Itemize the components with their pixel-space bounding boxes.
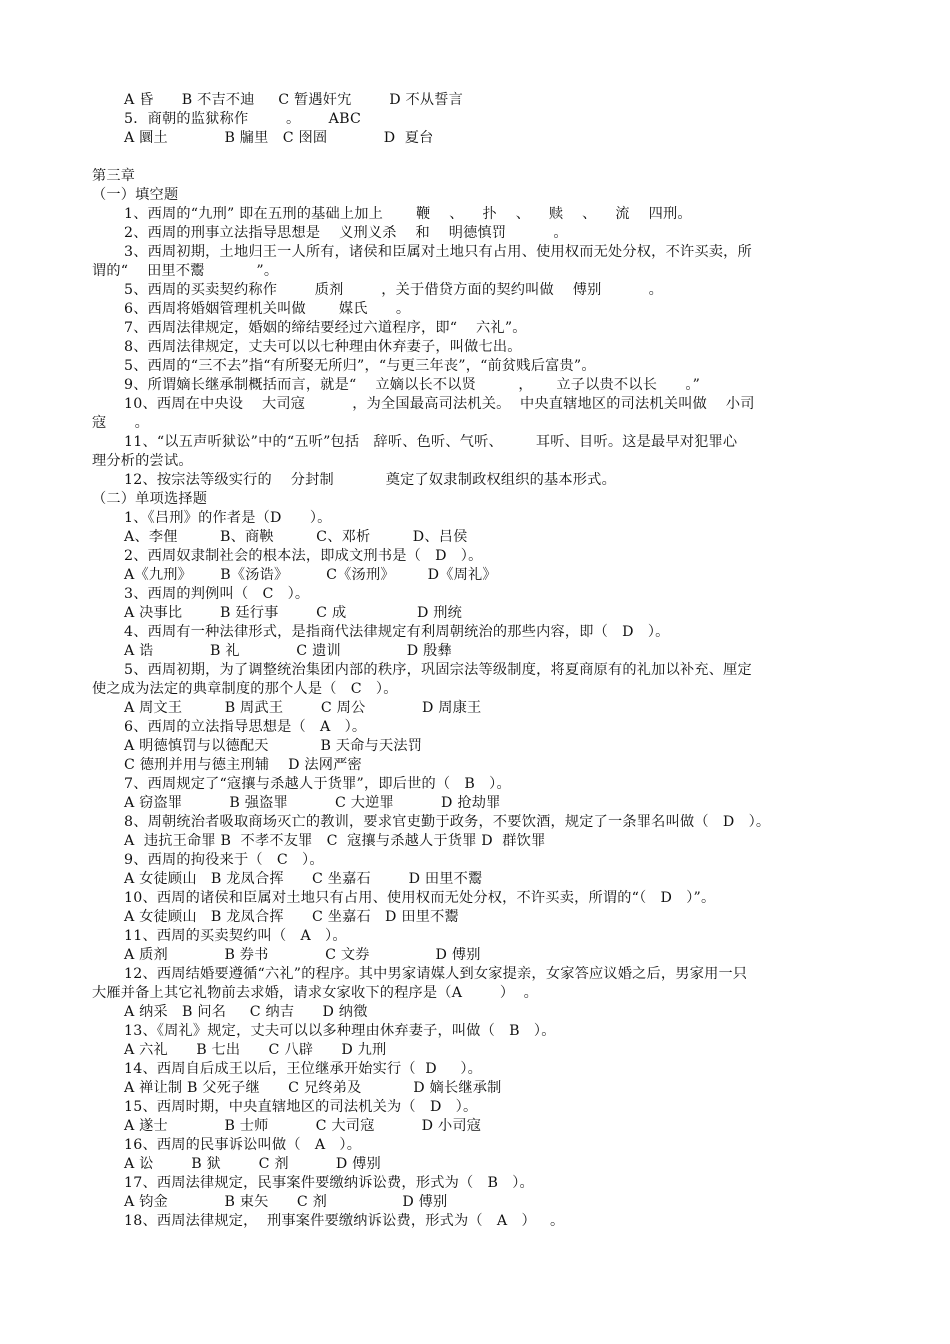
text-line: A 讼 B 狱 C 剂 D 傅别 [124, 1156, 381, 1172]
text-line: 6、西周将婚姻管理机关叫做 媒氏 。 [124, 301, 411, 317]
text-line: 16、西周的民事诉讼叫做（ A ）。 [124, 1137, 362, 1153]
text-line: 15、西周时期，中央直辖地区的司法机关为（ D ）。 [124, 1099, 478, 1115]
text-line: A 禅让制 B 父死子继 C 兄终弟及 D 嫡长继承制 [124, 1080, 502, 1096]
text-line: 7、西周法律规定，婚姻的缔结要经过六道程序，即“ 六礼”。 [124, 320, 527, 336]
text-line: A 周文王 B 周武王 C 周公 D 周康王 [124, 700, 482, 716]
text-line: 1、西周的“九刑” 即在五刑的基础上加上 鞭 、 扑 、 赎 、 流 四刑。 [124, 206, 692, 222]
text-line: 10、西周的诸侯和臣属对土地只有占用、使用权而无处分权，不许买卖，所谓的“（ D ）”。 [124, 890, 716, 906]
text-line: 寇 。 [92, 415, 150, 431]
text-line: A、李俚 B、商鞅 C、邓析 D、吕侯 [124, 529, 468, 545]
text-line: A 违抗王命罪 B 不孝不友罪 C 寇攘与杀越人于货罪 D 群饮罪 [124, 833, 546, 849]
text-line: A 圜土 B 牖里 C 囹圄 D 夏台 [124, 130, 434, 146]
text-line: 9、所谓嫡长继承制概括而言，就是“ 立嫡以长不以贤 ， 立子以贵不以长 。” [124, 377, 701, 393]
text-line: A 女徒顾山 B 龙凤合挥 C 坐嘉石 D 田里不鬻 [124, 909, 459, 925]
text-line: A 遂士 B 士师 C 大司寇 D 小司寇 [124, 1118, 482, 1134]
text-line: 5、西周初期，为了调整统治集团内部的秩序，巩固宗法等级制度，将夏商原有的礼加以补充、厘定 [124, 662, 752, 678]
text-line: A 明德慎罚与以德配天 B 天命与天法罚 [124, 738, 423, 754]
text-line: A 诰 B 礼 C 遗训 D 殷彝 [124, 643, 452, 659]
text-line: 第三章 [92, 168, 136, 184]
text-line: A 六礼 B 七出 C 八辟 D 九刑 [124, 1042, 387, 1058]
text-line: 2、西周奴隶制社会的根本法，即成文刑书是（ D ）。 [124, 548, 483, 564]
text-line: （二）单项选择题 [92, 491, 208, 507]
text-line: 谓的“ 田里不鬻 ”。 [92, 263, 279, 279]
text-line: A 昏 B 不吉不迪 C 暂遇奸宄 D 不从誓言 [124, 92, 464, 108]
text-line: 5、西周的“三不去”指“有所娶无所归”，“与更三年丧”，“前贫贱后富贵”。 [124, 358, 596, 374]
text-line: 理分析的尝试。 [92, 453, 193, 469]
text-line: 11、“以五声听狱讼”中的“五听”包括 辞听、色听、气听、 耳听、目听。这是最早对犯罪心 [124, 434, 738, 450]
text-line: 11、西周的买卖契约叫（ A ）。 [124, 928, 347, 944]
text-line: 17、西周法律规定，民事案件要缴纳诉讼费，形式为（ B ）。 [124, 1175, 534, 1191]
text-line: A 质剂 B 券书 C 文券 D 傅别 [124, 947, 481, 963]
text-line: 5．商朝的监狱称作 。 ABC [124, 111, 362, 127]
text-line: 8、西周法律规定，丈夫可以以七种理由休弃妻子，叫做七出。 [124, 339, 522, 355]
text-line: 5、西周的买卖契约称作 质剂 ，关于借贷方面的契约叫做 傅别 。 [124, 282, 663, 298]
text-line: 使之成为法定的典章制度的那个人是（ C ）。 [92, 681, 398, 697]
text-line: 4、西周有一种法律形式，是指商代法律规定有利周朝统治的那些内容，即（ D ）。 [124, 624, 670, 640]
text-line: A 钧金 B 束矢 C 剂 D 傅别 [124, 1194, 448, 1210]
text-line: 3、西周的判例叫（ C ）。 [124, 586, 310, 602]
text-line: 14、西周自后成王以后，王位继承开始实行（ D ）。 [124, 1061, 483, 1077]
text-line: 18、西周法律规定， 刑事案件要缴纳诉讼费，形式为（ A ） 。 [124, 1213, 565, 1229]
text-line: 8、周朝统治者吸取商场灭亡的教训，要求官吏勤于政务，不要饮酒，规定了一条罪名叫做（ D ）。 [124, 814, 771, 830]
text-line: 13、《周礼》规定，丈夫可以以多种理由休弃妻子，叫做（ B ）。 [124, 1023, 556, 1039]
text-line: C 德刑并用与德主刑辅 D 法网严密 [124, 757, 362, 773]
text-line: A 纳采 B 问名 C 纳吉 D 纳徵 [124, 1004, 368, 1020]
text-line: A 决事比 B 廷行事 C 成 D 刑统 [124, 605, 463, 621]
text-line: 2、西周的刑事立法指导思想是 义刑义杀 和 明德慎罚 。 [124, 225, 568, 241]
text-line: 1、《吕刑》的作者是（D ）。 [124, 510, 332, 526]
text-line: 12、按宗法等级实行的 分封制 奠定了奴隶制政权组织的基本形式。 [124, 472, 616, 488]
text-line: 大雁并备上其它礼物前去求婚，请求女家收下的程序是（A ） 。 [92, 985, 539, 1001]
text-line: A 窃盗罪 B 强盗罪 C 大逆罪 D 抢劫罪 [124, 795, 501, 811]
text-line: 7、西周规定了“寇攘与杀越人于货罪”，即后世的（ B ）。 [124, 776, 511, 792]
text-line: 12、西周结婚要遵循“六礼”的程序。其中男家请媒人到女家提亲，女家答应议婚之后，男家用一只 [124, 966, 748, 982]
text-line: A《九刑》 B《汤诰》 C《汤刑》 D《周礼》 [124, 567, 497, 583]
text-line: A 女徒顾山 B 龙凤合挥 C 坐嘉石 D 田里不鬻 [124, 871, 483, 887]
text-line: 9、西周的拘役来于（ C ）。 [124, 852, 324, 868]
text-line: （一）填空题 [92, 187, 179, 203]
text-line: 10、西周在中央设 大司寇 ，为全国最高司法机关。 中央直辖地区的司法机关叫做 小司 [124, 396, 755, 412]
text-line: 6、西周的立法指导思想是（ A ）。 [124, 719, 367, 735]
text-line: 3、西周初期，土地归王一人所有，诸侯和臣属对土地只有占用、使用权而无处分权，不许买卖，所 [124, 244, 752, 260]
